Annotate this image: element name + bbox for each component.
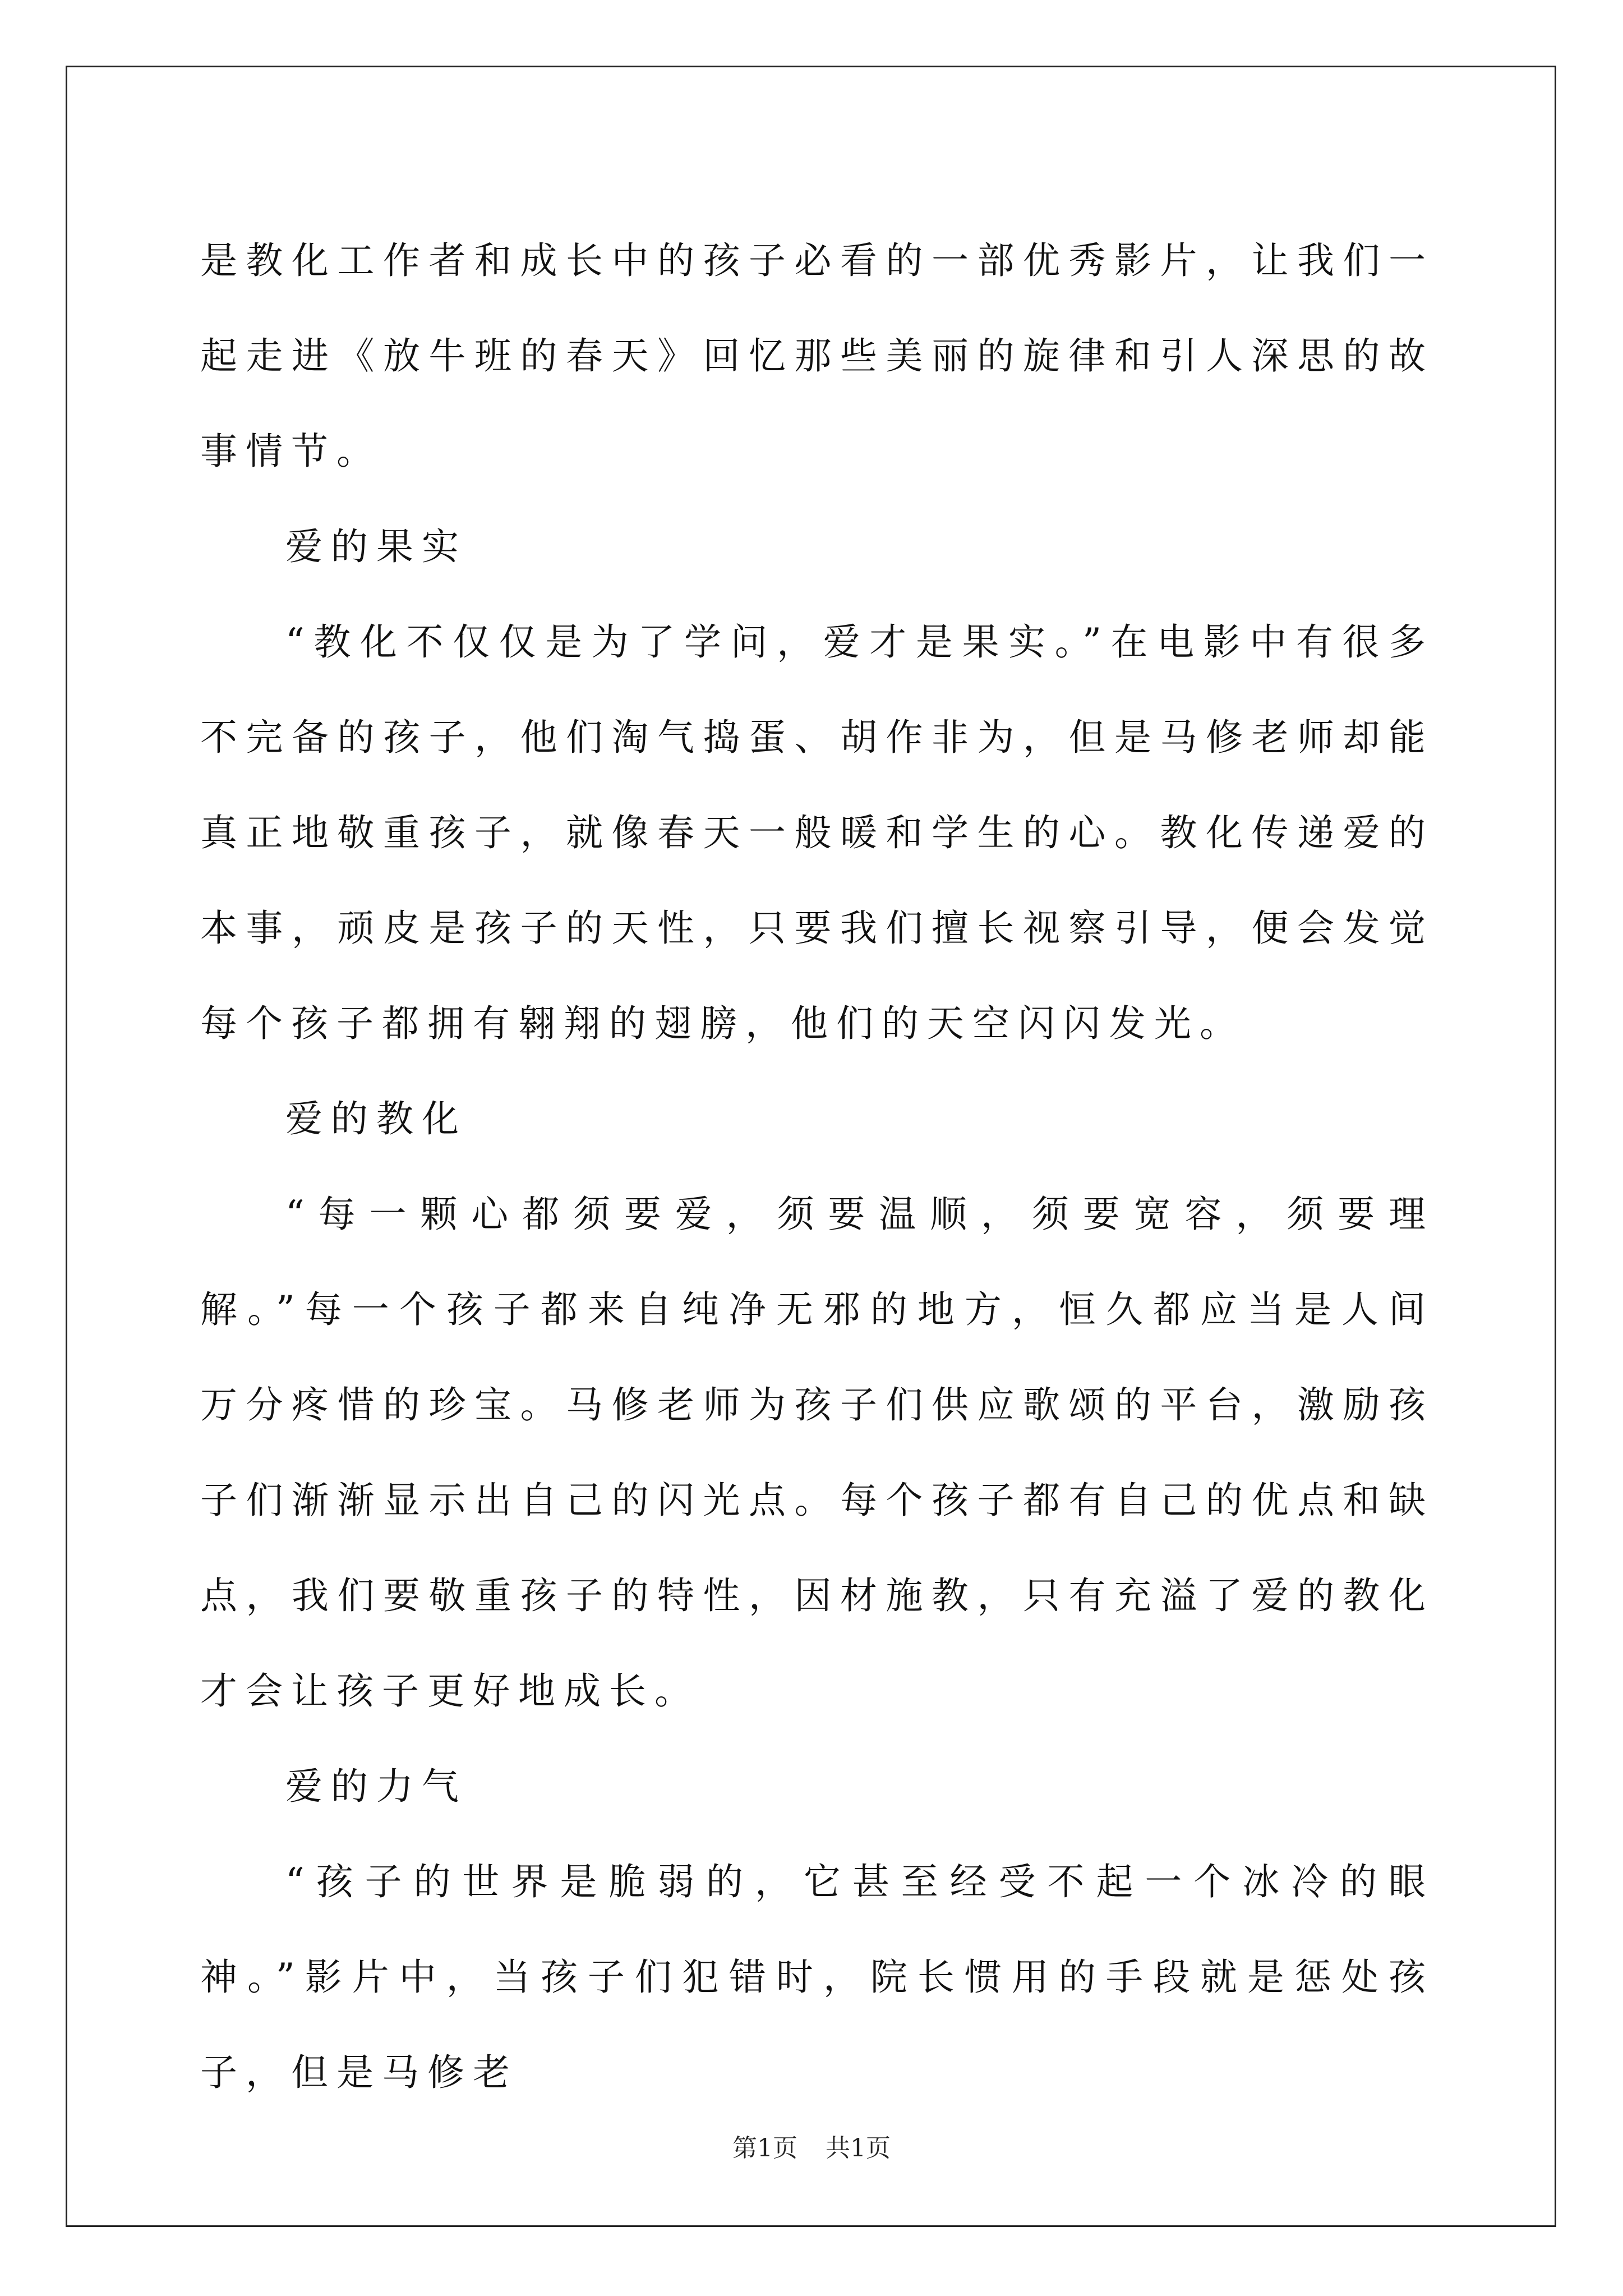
page-number-total: 共1页	[826, 2134, 891, 2162]
paragraph-education: “每一颗心都须要爱，须要温顺，须要宽容，须要理解。”每一个孩子都来自纯净无邪的地方，恒久都应当是人间万分疼惜的珍宝。马修老师为孩子们供应歌颂的平台，激励孩子们渐渐显示出自己的闪光点。每个孩子都有自己的优点和缺点，我们要敬重孩子的特性，因材施教，只有充溢了爱的教化才会让孩子更好地成长。	[200, 1193, 1434, 1713]
section-heading-strength: 爱的力气	[285, 1765, 467, 1808]
section-heading-fruit: 爱的果实	[285, 525, 467, 568]
page-number-current: 第1页	[732, 2134, 797, 2162]
paragraph-intro: 是教化工作者和成长中的孩子必看的一部优秀影片，让我们一起走进《放牛班的春天》回忆那些美丽的旋律和引人深思的故事情节。	[200, 239, 1434, 473]
paragraph-strength: “孩子的世界是脆弱的，它甚至经受不起一个冰冷的眼神。”影片中，当孩子们犯错时，院长惯用的手段就是惩处孩子，但是马修老	[200, 1860, 1434, 2094]
document-body	[200, 213, 1434, 2120]
section-heading-education: 爱的教化	[285, 1097, 467, 1140]
paragraph-fruit: “教化不仅仅是为了学问，爱才是果实。”在电影中有很多不完备的孩子，他们淘气捣蛋、胡作非为，但是马修老师却能真正地敬重孩子，就像春天一般暖和学生的心。教化传递爱的本事，顽皮是孩子的天性，只要我们擅长视察引导，便会发觉每个孩子都拥有翱翔的翅膀，他们的天空闪闪发光。	[200, 620, 1434, 1045]
page-footer	[0, 2132, 1623, 2165]
